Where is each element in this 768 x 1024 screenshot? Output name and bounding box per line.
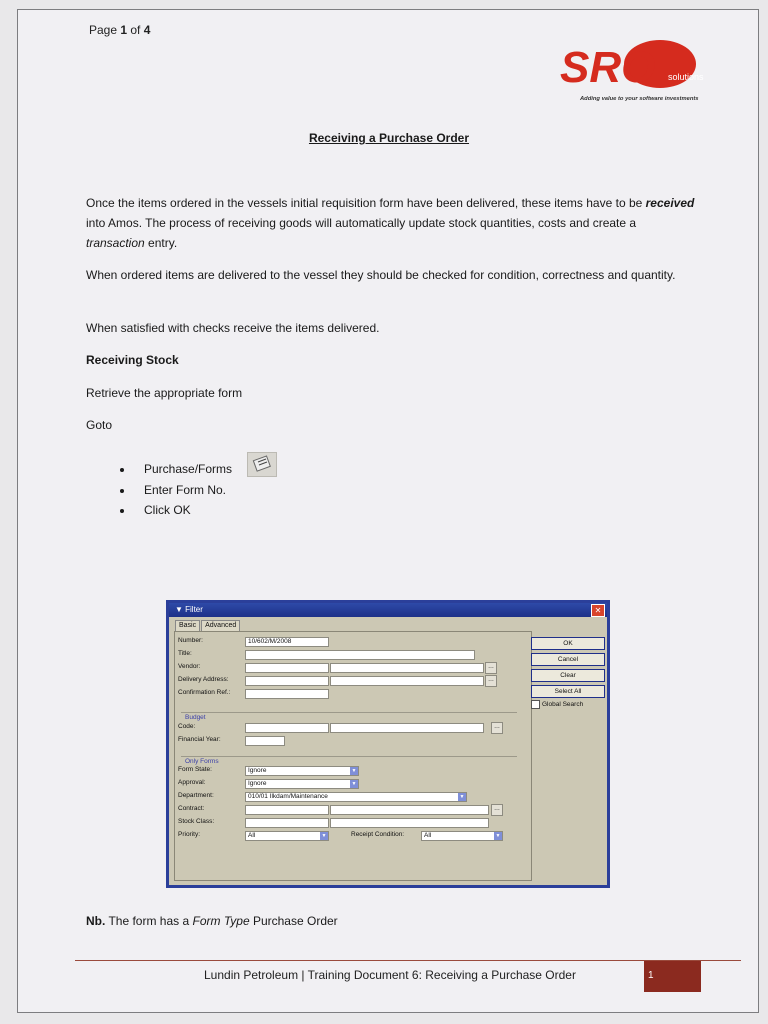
- paragraph-retrieve: Retrieve the appropriate form: [86, 386, 243, 400]
- approval-select: Ignore ▼: [245, 779, 359, 789]
- page-number: Page 1 of 4: [89, 23, 151, 37]
- delivery-name-field: [330, 676, 484, 686]
- delivery-label: Delivery Address:: [178, 676, 229, 683]
- tab-basic: Basic: [175, 620, 200, 631]
- list-item: • Purchase/Forms: [134, 459, 232, 480]
- code-label: Code:: [178, 723, 196, 730]
- paragraph-check: When ordered items are delivered to the vessel they should be checked for condition, correctness and quantity.: [86, 268, 676, 282]
- approval-label: Approval:: [178, 779, 206, 786]
- list-item: • Click OK: [134, 500, 232, 521]
- filter-panel: [174, 631, 532, 881]
- steps-list: [86, 459, 232, 521]
- select-all-button: Select All: [531, 685, 605, 698]
- close-icon: ✕: [591, 604, 605, 617]
- paragraph-satisfied: When satisfied with checks receive the items delivered.: [86, 321, 380, 335]
- stock-class-name-field: [330, 818, 489, 828]
- title-label: Title:: [178, 650, 192, 657]
- sro-logo: [558, 34, 718, 104]
- global-search-checkbox: Global Search: [531, 700, 583, 709]
- goto-label: Goto: [86, 418, 113, 432]
- financial-year-label: Financial Year:: [178, 736, 221, 743]
- footer-divider: [75, 960, 741, 961]
- delivery-lookup-button: …: [485, 675, 497, 687]
- logo-brand: SRO: [560, 43, 656, 92]
- chevron-down-icon: ▼: [351, 768, 357, 774]
- contract-name-field: [330, 805, 489, 815]
- number-field: 10/602/M/2008: [245, 637, 329, 647]
- contract-lookup-button: …: [491, 804, 503, 816]
- cancel-button: Cancel: [531, 653, 605, 666]
- logo-sub: solutions: [668, 72, 704, 82]
- budget-group-label: Budget: [185, 714, 206, 721]
- clear-button: Clear: [531, 669, 605, 682]
- paragraph-intro: Once the items ordered in the vessels initial requisition form have been delivered, these items have to be received into Amos. The process of receiving goods will automatically update stock quantities, costs and create a transaction entry.: [86, 196, 695, 250]
- delivery-code-field: [245, 676, 329, 686]
- chevron-down-icon: ▼: [495, 833, 501, 839]
- budget-name-field: [330, 723, 484, 733]
- footer-page-number: 1: [644, 961, 701, 992]
- logo-tagline: Adding value to your software investments: [580, 96, 699, 102]
- budget-code-field: [245, 723, 329, 733]
- purchase-forms-icon: [247, 452, 277, 477]
- filter-dialog-screenshot: [166, 600, 610, 888]
- budget-lookup-button: …: [491, 722, 503, 734]
- contract-code-field: [245, 805, 329, 815]
- confirmation-field: [245, 689, 329, 699]
- chevron-down-icon: ▼: [321, 833, 327, 839]
- document-title: Receiving a Purchase Order: [308, 131, 470, 145]
- tab-advanced: Advanced: [201, 620, 240, 631]
- footer-text: Lundin Petroleum | Training Document 6: Receiving a Purchase Order: [204, 968, 576, 982]
- financial-year-field: [245, 736, 285, 746]
- vendor-lookup-button: …: [485, 662, 497, 674]
- receipt-condition-label: Receipt Condition:: [351, 831, 405, 838]
- form-state-select: Ignore ▼: [245, 766, 359, 776]
- department-label: Department:: [178, 792, 214, 799]
- receipt-condition-select: All ▼: [421, 831, 503, 841]
- stock-class-label: Stock Class:: [178, 818, 215, 825]
- priority-label: Priority:: [178, 831, 201, 838]
- form-state-label: Form State:: [178, 766, 212, 773]
- chevron-down-icon: ▼: [351, 781, 357, 787]
- ok-button: OK: [531, 637, 605, 650]
- chevron-down-icon: ▼: [459, 794, 465, 800]
- vendor-code-field: [245, 663, 329, 673]
- list-item: • Enter Form No.: [134, 480, 232, 501]
- vendor-name-field: [330, 663, 484, 673]
- document-page: [17, 9, 759, 1013]
- dialog-titlebar: ▼ Filter: [169, 603, 607, 617]
- contract-label: Contract:: [178, 805, 205, 812]
- priority-select: All ▼: [245, 831, 329, 841]
- vendor-label: Vendor:: [178, 663, 201, 670]
- department-select: 010/01 Ilkdam/Maintenance ▼: [245, 792, 467, 802]
- section-heading: Receiving Stock: [86, 353, 179, 367]
- stock-class-code-field: [245, 818, 329, 828]
- only-forms-group-label: Only Forms: [185, 758, 219, 765]
- note: Nb. The form has a Form Type Purchase Order: [86, 914, 338, 928]
- confirmation-label: Confirmation Ref.:: [178, 689, 231, 696]
- title-field: [245, 650, 475, 660]
- number-label: Number:: [178, 637, 203, 644]
